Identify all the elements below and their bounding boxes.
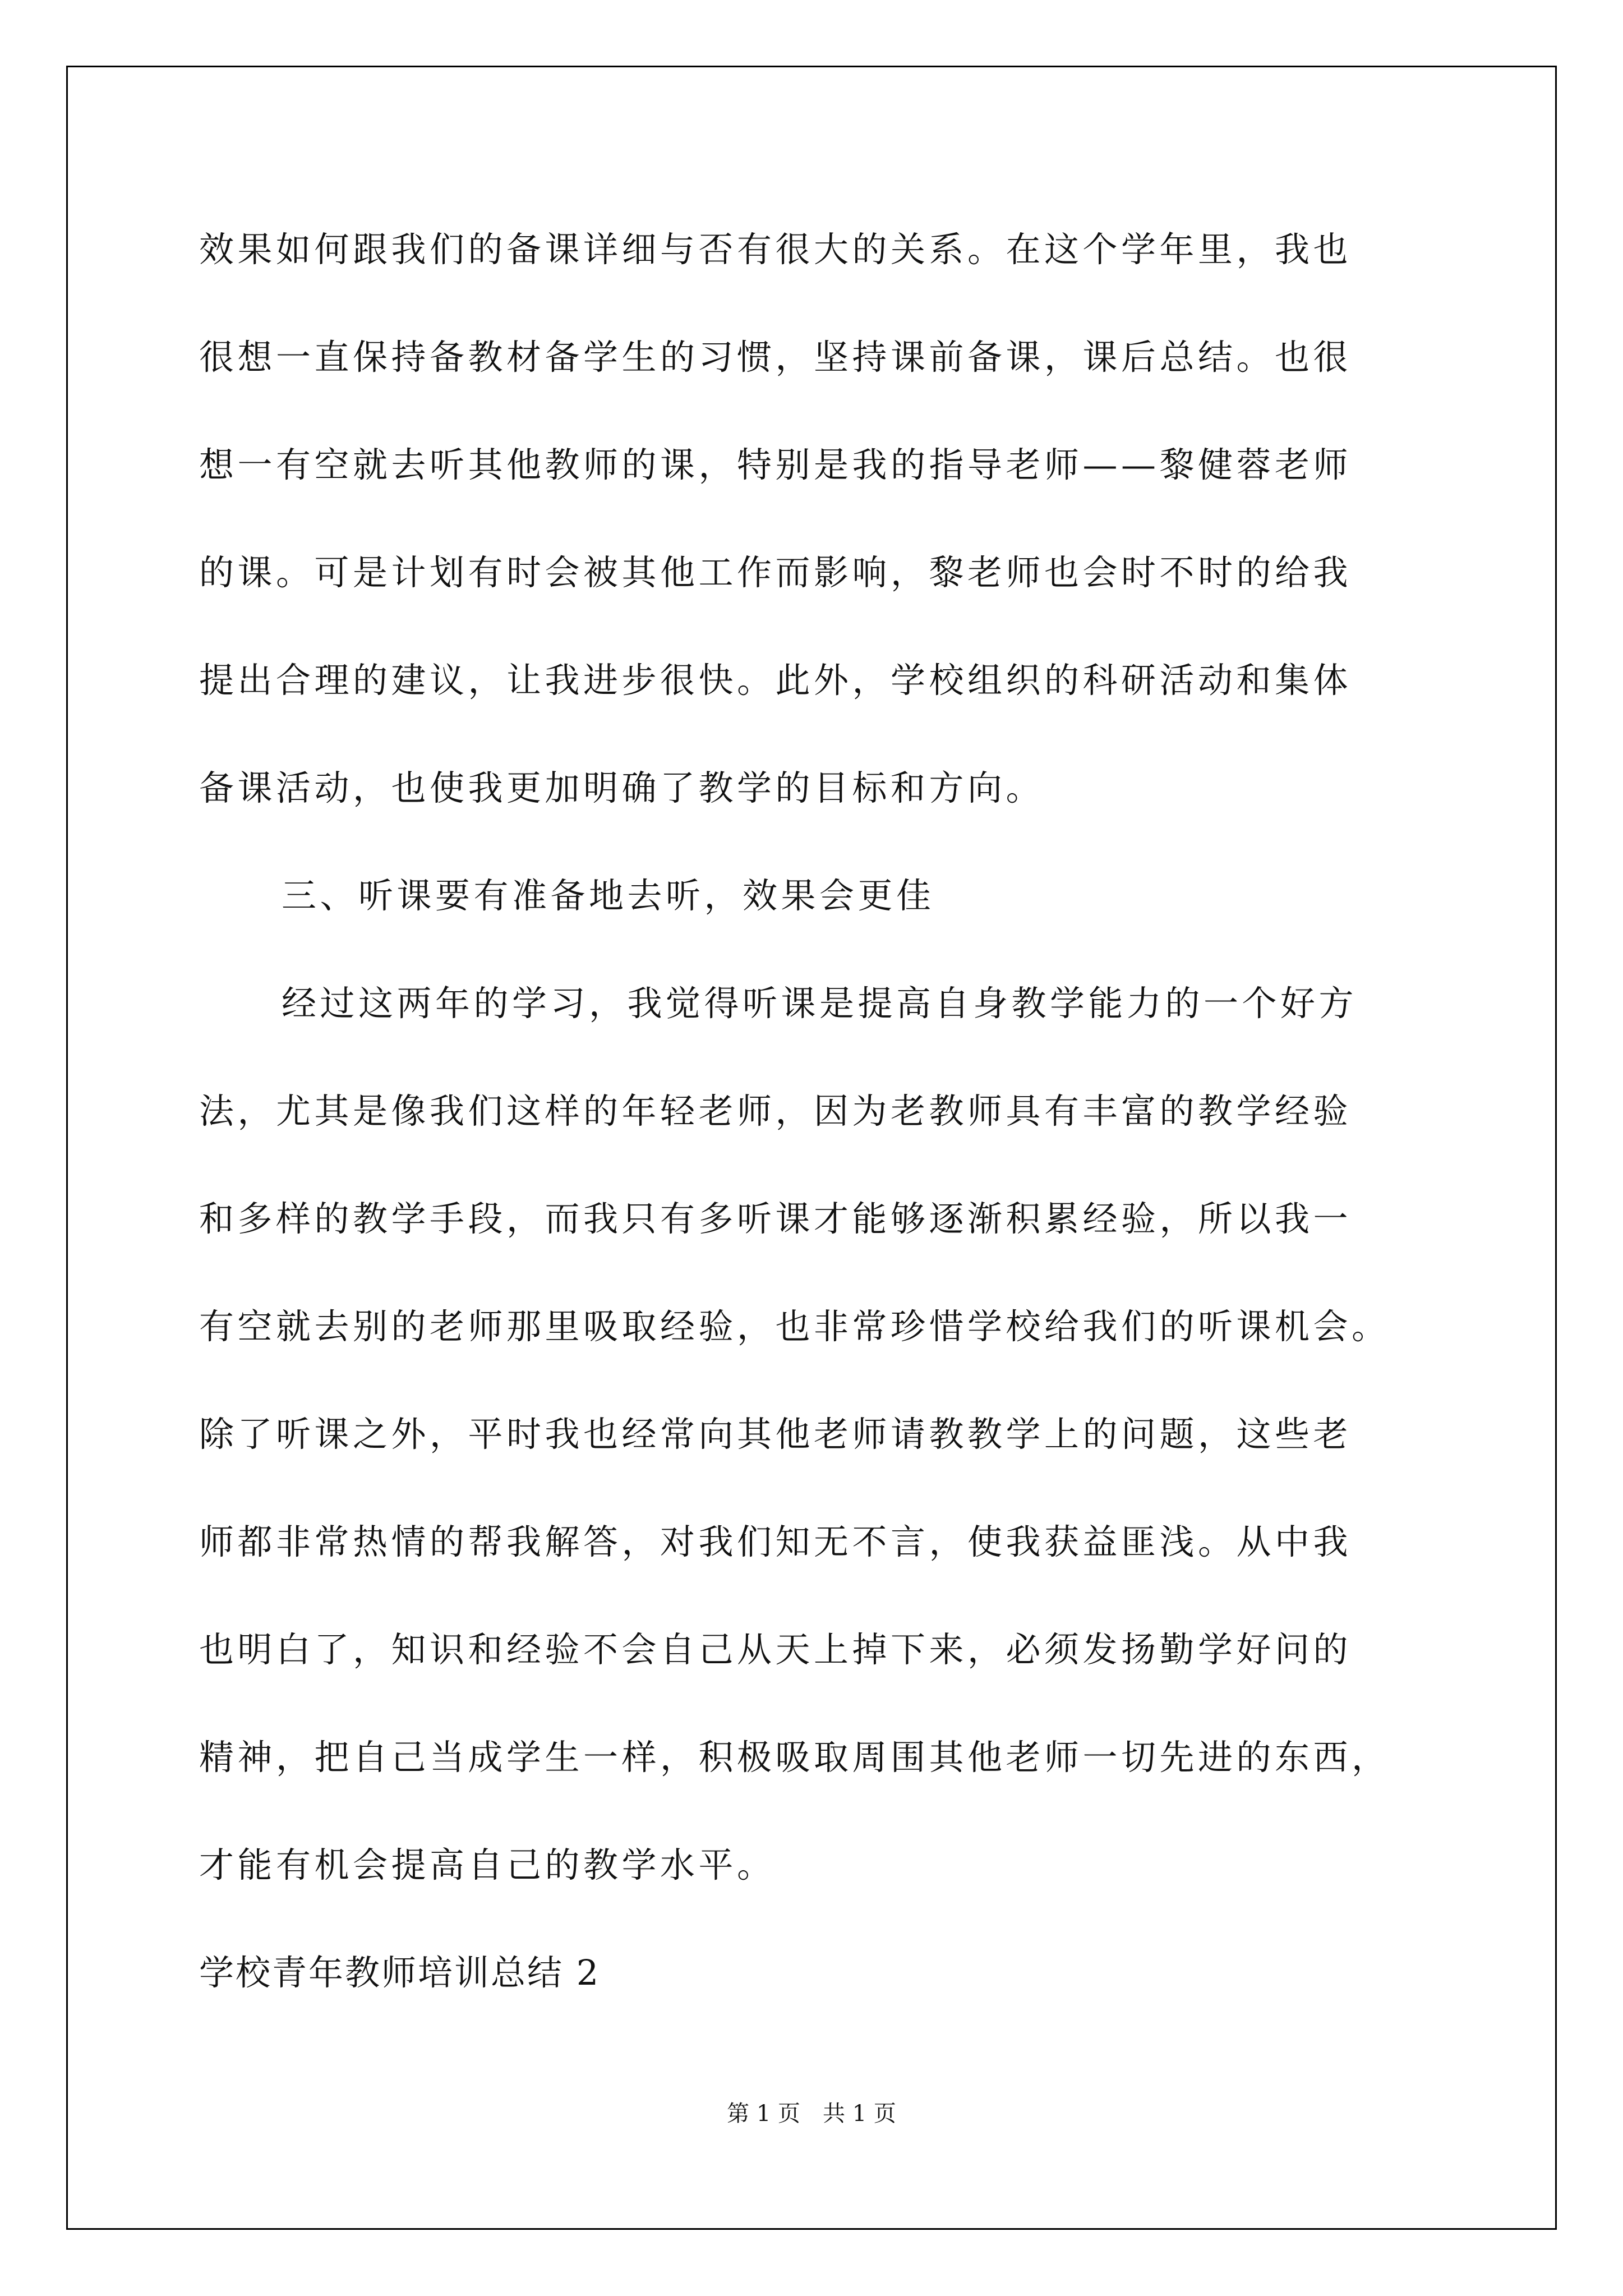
- body-text-line: 法，尤其是像我们这样的年轻老师，因为老教师具有丰富的教学经验: [199, 1091, 1352, 1131]
- body-text-line: 才能有机会提高自己的教学水平。: [199, 1844, 776, 1885]
- body-text-line: 和多样的教学手段，而我只有多听课才能够逐渐积累经验，所以我一: [199, 1198, 1352, 1239]
- body-text-line: 精神，把自己当成学生一样，积极吸取周围其他老师一切先进的东西，: [199, 1737, 1390, 1778]
- body-text-line: 很想一直保持备教材备学生的习惯，坚持课前备课，课后总结。也很: [199, 337, 1352, 378]
- body-text-line: 经过这两年的学习，我觉得听课是提高自身教学能力的一个好方: [282, 983, 1358, 1024]
- body-text-line: 想一有空就去听其他教师的课，特别是我的指导老师——黎健蓉老师: [199, 444, 1352, 485]
- body-text-line: 提出合理的建议，让我进步很快。此外，学校组织的科研活动和集体: [199, 660, 1352, 701]
- page-footer: 第 1 页 共 1 页: [727, 2101, 896, 2127]
- body-text-line: 备课活动，也使我更加明确了教学的目标和方向。: [199, 767, 1045, 808]
- body-text-line: 有空就去别的老师那里吸取经验，也非常珍惜学校给我们的听课机会。: [199, 1306, 1390, 1347]
- body-text-line: 的课。可是计划有时会被其他工作而影响，黎老师也会时不时的给我: [199, 552, 1352, 593]
- body-text-line: 也明白了，知识和经验不会自己从天上掉下来，必须发扬勤学好问的: [199, 1629, 1352, 1670]
- page-border: [66, 66, 1557, 2230]
- body-text-line: 除了听课之外，平时我也经常向其他老师请教教学上的问题，这些老: [199, 1414, 1352, 1455]
- body-text-line: 师都非常热情的帮我解答，对我们知无不言，使我获益匪浅。从中我: [199, 1521, 1352, 1562]
- section-heading: 三、听课要有准备地去听，效果会更佳: [282, 875, 935, 916]
- next-section-title: 学校青年教师培训总结 2: [199, 1952, 601, 1993]
- body-text-line: 效果如何跟我们的备课详细与否有很大的关系。在这个学年里，我也: [199, 229, 1352, 270]
